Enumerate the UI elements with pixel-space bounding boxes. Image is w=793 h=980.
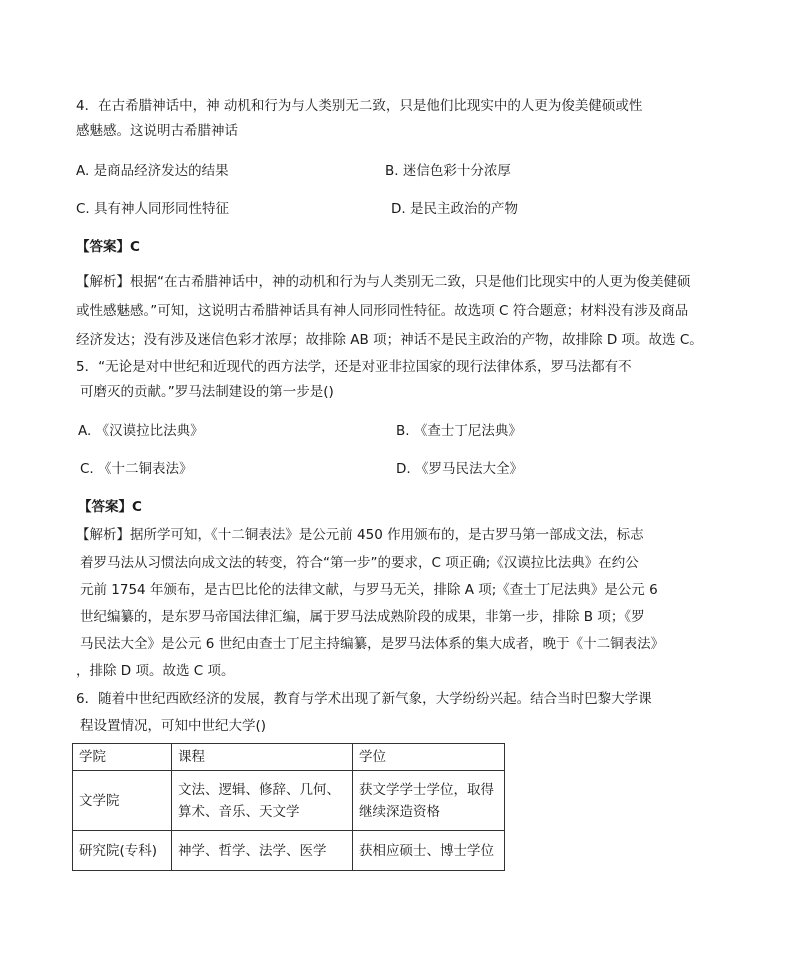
q4-answer: 【答案】C: [76, 239, 140, 255]
q4-analysis-line1: 【解析】根据“在古希腊神话中，神的动机和行为与人类别无二致，只是他们比现实中的人更为俊美健硕: [76, 274, 691, 290]
table-header-row: [73, 744, 505, 771]
q4-option-d: D. 是民主政治的产物: [391, 201, 518, 217]
q4-option-c: C. 具有神人同形同性特征: [76, 201, 230, 217]
q5-analysis-line1: 【解析】据所学可知，《十二铜表法》是公元前 450 作用颁布的，是古罗马第一部成文法，标志: [76, 527, 644, 543]
q5-option-a: A. 《汉谟拉比法典》: [78, 423, 204, 439]
q4-stem-line1: 4．在古希腊神话中，神 动机和行为与人类别无二致，只是他们比现实中的人更为俊美健硕或性: [76, 98, 643, 114]
table-cell: 文学院: [73, 771, 172, 831]
q4-option-b: B. 迷信色彩十分浓厚: [385, 163, 511, 179]
q4-analysis-line3: 经济发达；没有涉及迷信色彩才浓厚；故排除 AB 项；神话不是民主政治的产物，故排除 D 项。故选 C。: [76, 332, 703, 348]
table-header-cell: 学位: [353, 744, 505, 771]
table-cell: 研究院(专科): [73, 831, 172, 871]
q5-answer: 【答案】C: [78, 499, 142, 515]
q4-stem-line2: 感魅感。这说明古希腊神话: [76, 123, 238, 139]
table-header-cell: 学院: [73, 744, 172, 771]
q5-analysis-line3: 元前 1754 年颁布，是古巴比伦的法律文献，与罗马无关，排除 A 项;《查士丁尼法典》是公元 6: [80, 582, 658, 598]
q5-analysis-line2: 着罗马法从习惯法向成文法的转变，符合“第一步”的要求，C 项正确;《汉谟拉比法典》在约公: [80, 555, 639, 571]
table-row: [73, 771, 505, 831]
table-header-cell: 课程: [172, 744, 353, 771]
q5-option-d: D. 《罗马民法大全》: [396, 461, 523, 477]
q5-stem-line2: 可磨灭的贡献。”罗马法制建设的第一步是(): [80, 384, 334, 400]
table-cell: 获相应硕士、博士学位: [353, 831, 505, 871]
q6-stem-line2: 程设置情况，可知中世纪大学(): [80, 718, 267, 734]
q5-option-b: B. 《查士丁尼法典》: [396, 423, 522, 439]
table-cell: 获文学学士学位，取得继续深造资格: [353, 771, 505, 831]
q5-analysis-line5: 马民法大全》是公元 6 世纪由查士丁尼主持编纂，是罗马法体系的集大成者，晚于《十二铜表法》: [80, 636, 665, 652]
q5-analysis-line6: ，排除 D 项。故选 C 项。: [76, 663, 235, 679]
curriculum-table: [72, 743, 505, 871]
table-cell: 神学、哲学、法学、医学: [172, 831, 353, 871]
table-cell: 文法、逻辑、修辞、几何、算术、音乐、天文学: [172, 771, 353, 831]
q4-option-a: A. 是商品经济发达的结果: [76, 163, 229, 179]
q5-option-c: C. 《十二铜表法》: [80, 461, 193, 477]
table-row: [73, 831, 505, 871]
q5-analysis-line4: 世纪编纂的，是东罗马帝国法律汇编，属于罗马法成熟阶段的成果，非第一步，排除 B 项；《罗: [80, 609, 645, 625]
q4-analysis-line2: 或性感魅感。”可知，这说明古希腊神话具有神人同形同性特征。故选项 C 符合题意；材料没有涉及商品: [76, 303, 689, 319]
q5-stem-line1: 5．“无论是对中世纪和近现代的西方法学，还是对亚非拉国家的现行法律体系，罗马法都有不: [76, 359, 632, 375]
q6-stem-line1: 6．随着中世纪西欧经济的发展，教育与学术出现了新气象，大学纷纷兴起。结合当时巴黎大学课: [76, 691, 652, 707]
